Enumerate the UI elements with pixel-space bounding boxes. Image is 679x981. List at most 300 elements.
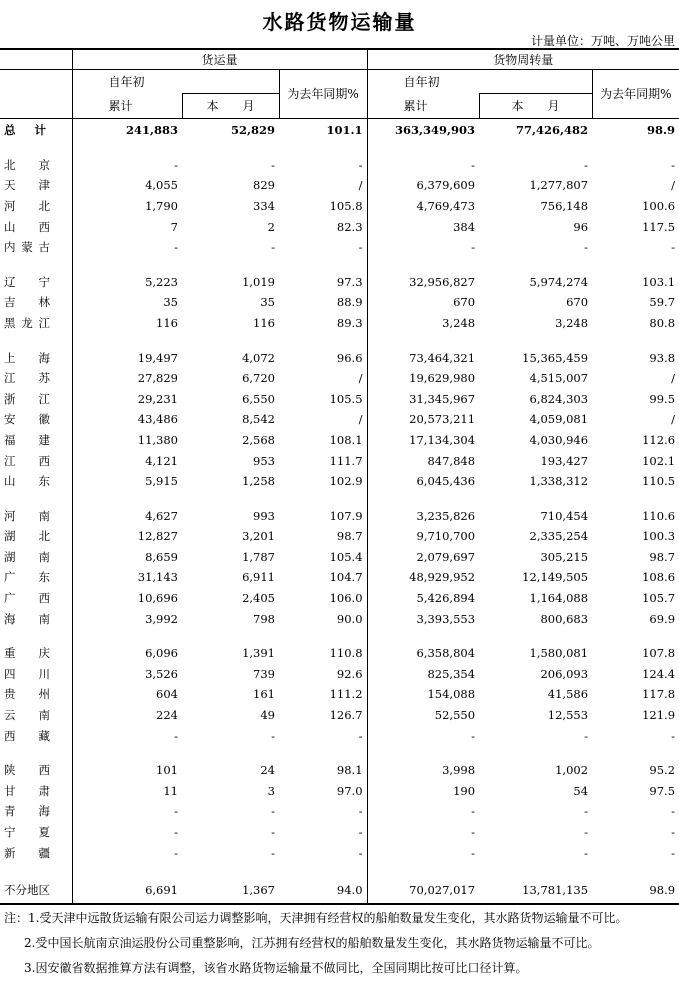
- cell-v4: 2,079,697: [367, 547, 479, 568]
- cell-v4: 32,956,827: [367, 271, 479, 292]
- region-label: 山东: [4, 474, 50, 489]
- cell-v6: -: [671, 825, 676, 840]
- cell-v2: 2,568: [242, 432, 275, 447]
- cell-v5: 77,426,482: [516, 122, 589, 137]
- table-row: [0, 196, 679, 217]
- cell-v2: -: [271, 157, 275, 172]
- cell-v1: 241,883: [72, 118, 182, 141]
- region-name: [0, 526, 72, 547]
- cell-v1: 8,659: [72, 547, 182, 568]
- region-name: [0, 505, 72, 526]
- cell-v6: 117.8: [642, 687, 676, 702]
- unit-label: 计量单位：万吨、万吨公里: [530, 34, 675, 48]
- region-label: 宁夏: [4, 825, 50, 840]
- cell-v3: /: [358, 178, 363, 193]
- cell-v6: /: [671, 412, 676, 427]
- region-label: 四川: [4, 666, 50, 681]
- table-row: [0, 175, 679, 196]
- region-label: 新疆: [4, 845, 50, 860]
- region-label: 山西: [4, 219, 50, 234]
- region-name: [0, 292, 72, 313]
- cell-v2: 24: [260, 763, 275, 778]
- region-label: 广东: [4, 570, 50, 585]
- table-row: [0, 588, 679, 609]
- cell-v1: -: [72, 237, 182, 258]
- cell-v6: 98.9: [647, 122, 676, 137]
- cell-v4: 70,027,017: [367, 877, 479, 904]
- cell-v5: 1,338,312: [529, 474, 589, 489]
- cell-v6: 103.1: [642, 274, 676, 289]
- cell-v3: 101.1: [326, 122, 363, 137]
- cell-v3: 126.7: [329, 708, 363, 723]
- cell-v3: 97.0: [336, 783, 363, 798]
- cell-v6: 100.6: [642, 198, 676, 213]
- cell-v1: 4,055: [72, 175, 182, 196]
- cell-v2: 4,072: [242, 350, 275, 365]
- cell-v5: 1,164,088: [529, 591, 589, 606]
- freight-volume-header: 货运量: [72, 49, 367, 69]
- turnover-month-header: 本 月: [479, 93, 592, 118]
- cell-v3: 106.0: [329, 591, 363, 606]
- cell-v6: -: [671, 804, 676, 819]
- region-label: 浙江: [4, 391, 50, 406]
- cell-v6: -: [671, 157, 676, 172]
- region-label: 河南: [4, 508, 50, 523]
- table-row: [0, 271, 679, 292]
- table-row: [0, 505, 679, 526]
- cell-v5: 4,030,946: [529, 432, 589, 447]
- cell-v5: 12,553: [547, 708, 589, 723]
- region-name: [0, 567, 72, 588]
- region-name: [0, 237, 72, 258]
- cell-v1: 5,915: [72, 471, 182, 492]
- cell-v3: 107.9: [329, 508, 363, 523]
- cell-v6: 97.5: [649, 783, 676, 798]
- cell-v3: -: [358, 804, 363, 819]
- cell-v1: 19,497: [72, 347, 182, 368]
- cell-v6: 110.5: [642, 474, 676, 489]
- cell-v2: -: [271, 728, 275, 743]
- cell-v3: 97.3: [336, 274, 363, 289]
- table-row: [0, 664, 679, 685]
- cell-v1: -: [72, 155, 182, 176]
- region-name: [0, 388, 72, 409]
- cell-v5: 41,586: [547, 687, 589, 702]
- region-name: [0, 588, 72, 609]
- cell-v1: 7: [72, 216, 182, 237]
- region-label: 内蒙古: [4, 240, 50, 255]
- cell-v2: 6,720: [242, 371, 275, 386]
- cell-v5: 800,683: [540, 611, 589, 626]
- region-name: [0, 725, 72, 746]
- cell-v4: 190: [367, 781, 479, 802]
- footnote-3: 3.因安徽省数据推算方法有调整，该省水路货物运输量不做同比，全国同期比按可比口径计算。: [24, 961, 528, 975]
- table-row: [0, 684, 679, 705]
- cell-v1: 1,790: [72, 196, 182, 217]
- cell-v4: 3,248: [367, 313, 479, 334]
- cell-v1: 11,380: [72, 430, 182, 451]
- cell-v1: 43,486: [72, 409, 182, 430]
- region-name: [0, 608, 72, 629]
- cell-v3: -: [358, 240, 363, 255]
- cell-v3: 98.7: [336, 529, 363, 544]
- table-row: [0, 526, 679, 547]
- region-label: 福建: [4, 432, 50, 447]
- cell-v4: -: [367, 842, 479, 863]
- cell-v3: 105.8: [329, 198, 363, 213]
- cell-v3: 110.8: [329, 646, 363, 661]
- cell-v1: -: [72, 822, 182, 843]
- cell-v4: 3,998: [367, 760, 479, 781]
- cell-v6: 117.5: [642, 219, 676, 234]
- cell-v3: 82.3: [336, 219, 363, 234]
- cell-v4: 17,134,304: [367, 430, 479, 451]
- table-row: [0, 801, 679, 822]
- cell-v3: /: [358, 371, 363, 386]
- cell-v5: 1,580,081: [529, 646, 589, 661]
- cell-v1: -: [72, 801, 182, 822]
- cell-v4: 4,769,473: [367, 196, 479, 217]
- cell-v1: 12,827: [72, 526, 182, 547]
- region-label: 青海: [4, 804, 50, 819]
- cell-v5: 96: [573, 219, 589, 234]
- cell-v5: 12,149,505: [522, 570, 589, 585]
- cell-v2: 1,019: [242, 274, 275, 289]
- region-label: 西藏: [4, 728, 50, 743]
- region-name: [0, 781, 72, 802]
- cell-v3: 88.9: [336, 295, 363, 310]
- region-name: [0, 664, 72, 685]
- cell-v6: 98.7: [649, 549, 676, 564]
- table-row: [0, 781, 679, 802]
- spacer-row: [0, 257, 679, 271]
- region-label: 辽宁: [4, 274, 50, 289]
- cell-v4: 20,573,211: [367, 409, 479, 430]
- table-row: [0, 877, 679, 904]
- cell-v2: 52,829: [230, 122, 275, 137]
- cell-v1: 27,829: [72, 368, 182, 389]
- table-row: [0, 216, 679, 237]
- cell-v4: 19,629,980: [367, 368, 479, 389]
- freight-turnover-header: 货物周转量: [367, 49, 679, 69]
- cell-v5: 305,215: [540, 549, 589, 564]
- cell-v6: -: [671, 728, 676, 743]
- cell-v4: 384: [367, 216, 479, 237]
- footnote-2: 2.受中国长航南京油运股份公司重整影响，江苏拥有经营权的船舶数量发生变化，其水路货物运输量不可比。: [24, 936, 600, 950]
- cell-v1: 4,627: [72, 505, 182, 526]
- cell-v5: 193,427: [540, 453, 589, 468]
- region-name: [0, 450, 72, 471]
- cell-v2: 798: [253, 611, 275, 626]
- cell-v3: -: [358, 728, 363, 743]
- cell-v2: 739: [253, 666, 275, 681]
- cell-v6: 69.9: [649, 611, 676, 626]
- cell-v6: 112.6: [642, 432, 676, 447]
- table-row: [0, 313, 679, 334]
- region-name: [0, 118, 72, 141]
- cell-v6: 59.7: [649, 295, 676, 310]
- cell-v3: 105.5: [329, 391, 363, 406]
- cell-v2: 993: [253, 508, 275, 523]
- cell-v4: 6,045,436: [367, 471, 479, 492]
- cell-v4: 48,929,952: [367, 567, 479, 588]
- spacer-row: [0, 629, 679, 643]
- volume-yoy-header: 为去年同期%: [279, 69, 367, 118]
- cell-v6: 95.2: [649, 763, 676, 778]
- cell-v5: -: [584, 845, 589, 860]
- cell-v3: 111.2: [329, 687, 363, 702]
- page-title: 水路货物运输量: [262, 10, 417, 34]
- cell-v5: 2,335,254: [529, 529, 589, 544]
- cell-v6: 98.9: [592, 877, 679, 904]
- cell-v2: -: [271, 804, 275, 819]
- region-label: 云南: [4, 708, 50, 723]
- cell-v6: -: [671, 845, 676, 860]
- cell-v4: -: [367, 822, 479, 843]
- cell-v5: -: [584, 804, 589, 819]
- region-name: [0, 155, 72, 176]
- region-label: 甘肃: [4, 783, 50, 798]
- cell-v1: -: [72, 842, 182, 863]
- cell-v3: 89.3: [336, 315, 363, 330]
- table-row: [0, 347, 679, 368]
- cell-v3: 102.9: [329, 474, 363, 489]
- cell-v3: 98.1: [336, 763, 363, 778]
- table-row: [0, 822, 679, 843]
- cell-v2: -: [271, 825, 275, 840]
- region-label: 江苏: [4, 371, 50, 386]
- region-label: 湖南: [4, 549, 50, 564]
- table-row: [0, 118, 679, 141]
- cell-v2: 3,201: [242, 529, 275, 544]
- cell-v3: 92.6: [336, 666, 363, 681]
- cell-v3: 105.4: [329, 549, 363, 564]
- cell-v5: 3,248: [555, 315, 589, 330]
- volume-month-header: 本 月: [182, 93, 279, 118]
- region-label: 江西: [4, 453, 50, 468]
- cell-v3: 108.1: [329, 432, 363, 447]
- turnover-yoy-header: 为去年同期%: [592, 69, 679, 118]
- cell-v1: 101: [72, 760, 182, 781]
- cell-v6: 93.8: [649, 350, 676, 365]
- cell-v3: -: [358, 845, 363, 860]
- cell-v6: 110.6: [642, 508, 676, 523]
- region-name: [0, 347, 72, 368]
- cell-v2: 2: [267, 219, 275, 234]
- cell-v5: 4,059,081: [529, 412, 589, 427]
- cell-v5: -: [584, 728, 589, 743]
- cell-v2: 1,391: [242, 646, 275, 661]
- cell-v3: 96.6: [336, 350, 363, 365]
- cell-v5: -: [584, 825, 589, 840]
- region-label: 北京: [4, 157, 50, 172]
- cell-v6: 80.8: [649, 315, 676, 330]
- cell-v4: 825,354: [367, 664, 479, 685]
- waterway-freight-table: [0, 48, 679, 905]
- cell-v4: 73,464,321: [367, 347, 479, 368]
- cell-v3: /: [358, 412, 363, 427]
- region-label: 湖北: [4, 529, 50, 544]
- cell-v4: 9,710,700: [367, 526, 479, 547]
- cell-v2: 2,405: [242, 591, 275, 606]
- table-row: [0, 368, 679, 389]
- cell-v3: 111.7: [329, 453, 363, 468]
- cell-v6: 121.9: [642, 708, 676, 723]
- turnover-cumulative-header: 累计: [367, 93, 479, 118]
- cell-v5: 5,974,274: [529, 274, 589, 289]
- cell-v1: 4,121: [72, 450, 182, 471]
- cell-v4: 363,349,903: [367, 118, 479, 141]
- cell-v5: 15,365,459: [522, 350, 589, 365]
- cell-v5: 756,148: [540, 198, 589, 213]
- cell-v6: 124.4: [642, 666, 676, 681]
- cell-v1: 11: [72, 781, 182, 802]
- region-name: [0, 842, 72, 863]
- footnotes: [4, 906, 627, 981]
- table-row: [0, 547, 679, 568]
- region-label: 不分地区: [4, 882, 50, 897]
- cell-v2: 49: [260, 708, 275, 723]
- cell-v2: 1,787: [242, 549, 275, 564]
- footnote-1: 注：1.受天津中远散货运输有限公司运力调整影响，天津拥有经营权的船舶数量发生变化，其水路货物运输量不可比。: [4, 911, 628, 925]
- cell-v1: 35: [72, 292, 182, 313]
- cell-v3: -: [358, 825, 363, 840]
- table-body: [0, 118, 679, 904]
- table-row: [0, 409, 679, 430]
- cell-v2: 829: [253, 178, 275, 193]
- cell-v5: -: [584, 157, 589, 172]
- cell-v3: 94.0: [279, 877, 367, 904]
- cell-v2: 6,550: [242, 391, 275, 406]
- cell-v5: 6,824,303: [529, 391, 589, 406]
- cell-v1: 29,231: [72, 388, 182, 409]
- cell-v5: 206,093: [540, 666, 589, 681]
- cell-v4: 847,848: [367, 450, 479, 471]
- cell-v3: 104.7: [329, 570, 363, 585]
- cell-v3: -: [358, 157, 363, 172]
- cell-v6: /: [671, 178, 676, 193]
- table-row: [0, 388, 679, 409]
- cell-v5: 710,454: [540, 508, 589, 523]
- region-name: [0, 705, 72, 726]
- cell-v2: 1,258: [242, 474, 275, 489]
- region-name: [0, 313, 72, 334]
- region-label: 陕西: [4, 763, 50, 778]
- cell-v4: 670: [367, 292, 479, 313]
- cell-v5: 13,781,135: [479, 877, 592, 904]
- spacer-row: [0, 141, 679, 155]
- cell-v1: 3,992: [72, 608, 182, 629]
- table-row: [0, 430, 679, 451]
- cell-v4: -: [367, 801, 479, 822]
- cell-v1: 3,526: [72, 664, 182, 685]
- cell-v4: 5,426,894: [367, 588, 479, 609]
- cell-v3: 90.0: [336, 611, 363, 626]
- cell-v4: 3,235,826: [367, 505, 479, 526]
- table-row: [0, 760, 679, 781]
- cell-v5: 1,002: [555, 763, 589, 778]
- cell-v2: 116: [253, 315, 275, 330]
- region-label: 总 计: [4, 122, 46, 137]
- table-row: [0, 643, 679, 664]
- cell-v1: 10,696: [72, 588, 182, 609]
- table-row: [0, 450, 679, 471]
- table-row: [0, 842, 679, 863]
- cell-v4: -: [367, 155, 479, 176]
- region-name: [0, 822, 72, 843]
- cell-v4: 31,345,967: [367, 388, 479, 409]
- region-label: 贵州: [4, 687, 50, 702]
- region-name: [0, 368, 72, 389]
- region-header-cell: [0, 49, 72, 69]
- cell-v2: 3: [267, 783, 275, 798]
- cell-v5: 4,515,007: [529, 371, 589, 386]
- spacer-row: [0, 491, 679, 505]
- table-row: [0, 567, 679, 588]
- region-label: 广西: [4, 591, 50, 606]
- cell-v6: 99.5: [649, 391, 676, 406]
- cell-v1: 31,143: [72, 567, 182, 588]
- cell-v6: -: [671, 240, 676, 255]
- table-row: [0, 608, 679, 629]
- region-name: [0, 877, 72, 904]
- volume-cumulative-header: 累计: [72, 93, 182, 118]
- cell-v2: -: [271, 845, 275, 860]
- cell-v1: 6,691: [72, 877, 182, 904]
- table-row: [0, 705, 679, 726]
- cell-v1: 224: [72, 705, 182, 726]
- cell-v4: 3,393,553: [367, 608, 479, 629]
- region-name: [0, 271, 72, 292]
- cell-v4: 6,358,804: [367, 643, 479, 664]
- region-name: [0, 216, 72, 237]
- region-name: [0, 175, 72, 196]
- spacer-row: [0, 746, 679, 760]
- cell-v2: 1,367: [182, 877, 279, 904]
- region-name: [0, 760, 72, 781]
- region-name: [0, 409, 72, 430]
- cell-v4: -: [367, 725, 479, 746]
- cell-v1: 6,096: [72, 643, 182, 664]
- cell-v6: /: [671, 371, 676, 386]
- region-label: 河北: [4, 198, 50, 213]
- region-label: 重庆: [4, 646, 50, 661]
- region-label: 海南: [4, 611, 50, 626]
- cell-v5: 1,277,807: [529, 178, 589, 193]
- cell-v2: 8,542: [242, 412, 275, 427]
- cell-v2: 161: [253, 687, 275, 702]
- table-header: [0, 49, 679, 118]
- spacer-row: [0, 863, 679, 877]
- cell-v2: 6,911: [242, 570, 275, 585]
- cell-v6: 107.8: [642, 646, 676, 661]
- cell-v1: 604: [72, 684, 182, 705]
- cell-v6: 102.1: [642, 453, 676, 468]
- cell-v6: 108.6: [642, 570, 676, 585]
- cell-v6: 105.7: [642, 591, 676, 606]
- cell-v4: 154,088: [367, 684, 479, 705]
- table-row: [0, 155, 679, 176]
- region-name: [0, 801, 72, 822]
- cell-v2: -: [271, 240, 275, 255]
- region-name: [0, 547, 72, 568]
- cell-v1: -: [72, 725, 182, 746]
- volume-since-year-start-header: 自年初: [72, 69, 279, 93]
- region-label: 安徽: [4, 412, 50, 427]
- table-row: [0, 471, 679, 492]
- cell-v5: 54: [573, 783, 589, 798]
- cell-v6: 100.3: [642, 529, 676, 544]
